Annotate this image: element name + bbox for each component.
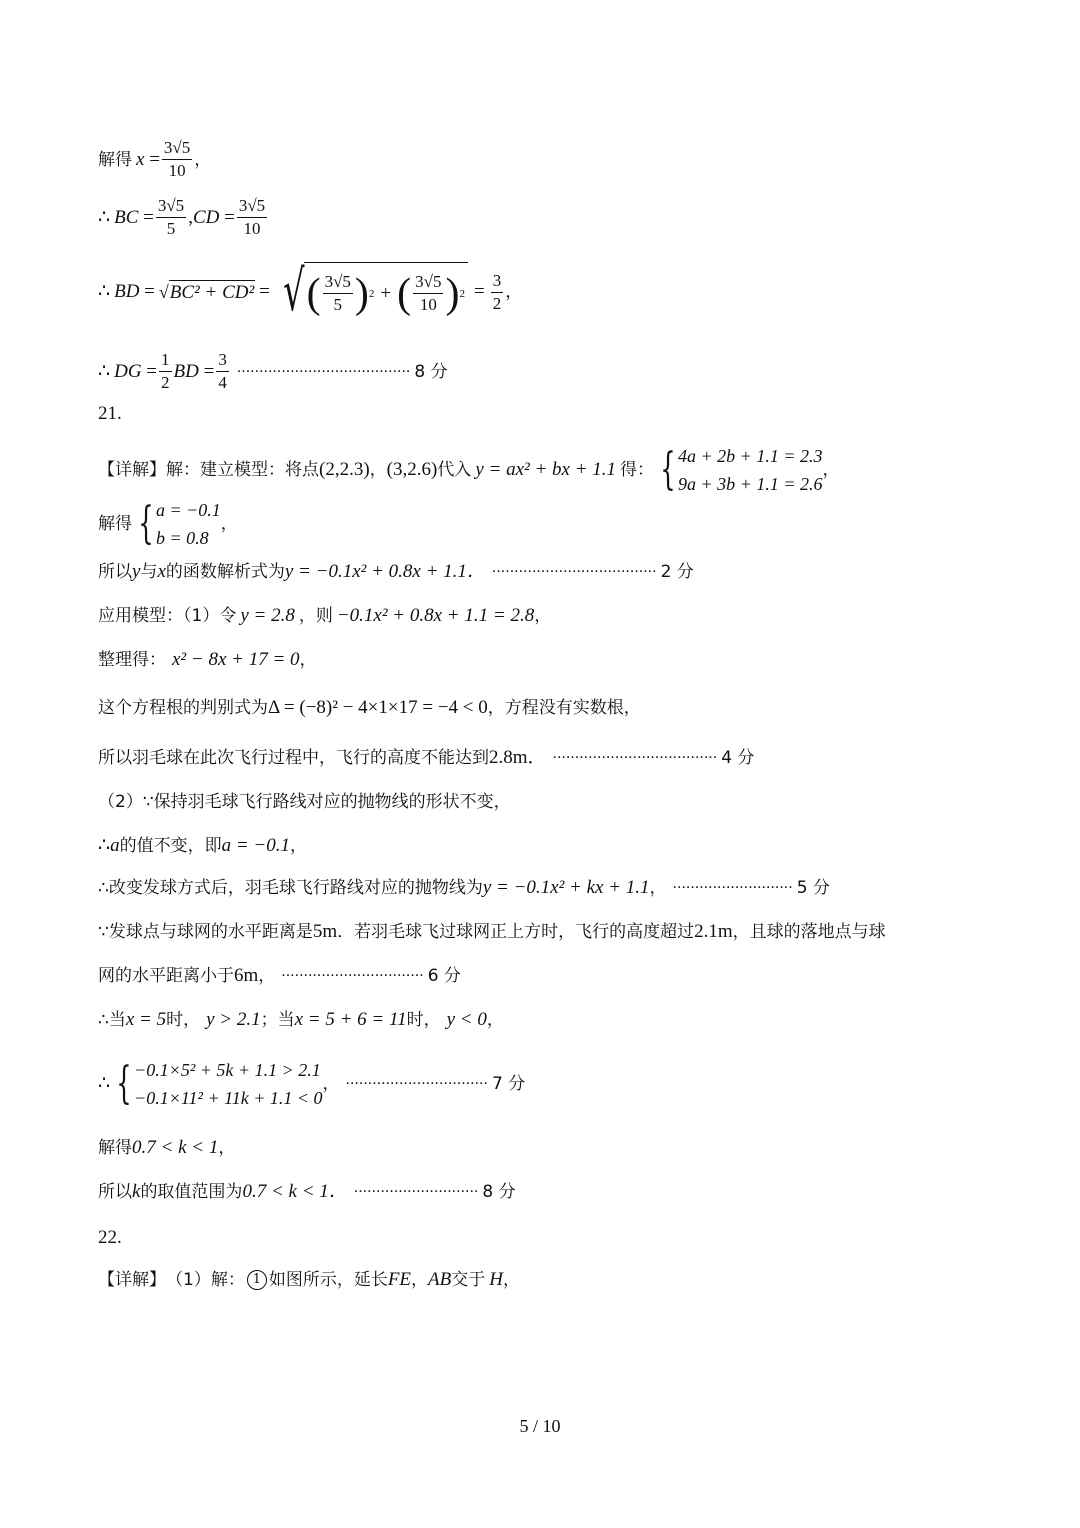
discriminant-line: 这个方程根的判别式为 Δ = (−8)² − 4×1×17 = −4 < 0 ，方程没有实数根， bbox=[98, 697, 641, 718]
sqrt-expression: √ BC² + CD² bbox=[158, 281, 255, 303]
model-line: 【详解】 解：建立模型：将点 (2,2.3) ， (3,2.6) 代入 y = ax² + bx + 1.1 得： { 4a + 2b + 1.1 = 2.3 9a + 3b + 1.1 = 2.6 ， bbox=[98, 446, 839, 494]
bd-label: BD bbox=[114, 281, 140, 302]
text: 解得 bbox=[98, 149, 132, 170]
inequality-system: { −0.1×5² + 5k + 1.1 > 2.1 −0.1×11² + 11k + 1.1 < 0 bbox=[116, 1058, 323, 1109]
inequality-system-line: ∴ { −0.1×5² + 5k + 1.1 > 2.1 −0.1×11² + 11k + 1.1 < 0 ， ································ 7 分 bbox=[98, 1056, 525, 1112]
part-2-line: （2）∵保持羽毛球飞行路线对应的抛物线的形状不变， bbox=[98, 792, 511, 812]
therefore-sign: ∴ bbox=[98, 206, 111, 228]
score-label: 8 分 bbox=[414, 361, 448, 382]
apply-model-line: 应用模型：（1）令 y = 2.8 ，则 −0.1x² + 0.8x + 1.1 = 2.8 ， bbox=[98, 605, 552, 626]
landing-distance-line: 网的水平距离小于 6m ， ································ 6 分 bbox=[98, 965, 461, 986]
score-label: 2 分 bbox=[660, 562, 694, 582]
big-sqrt: √ ( $\frac{3√5}{5}$ ) 2 + ( $\frac{3√5}{10}$ ) 2 bbox=[276, 262, 468, 322]
score-label: 7 分 bbox=[491, 1074, 526, 1094]
score-label: 5 分 bbox=[796, 878, 830, 898]
discriminant-equation: Δ = (−8)² − 4×1×17 = −4 < 0 bbox=[268, 697, 488, 718]
page-number: 5 / 10 bbox=[519, 1416, 561, 1436]
text: ， bbox=[194, 149, 212, 170]
conclusion-height-line: 所以羽毛球在此次飞行过程中，飞行的高度不能达到 2.8m． ····································· 4 分 bbox=[98, 747, 755, 768]
therefore-sign: ∴ bbox=[98, 360, 111, 382]
question-number-21: 21. bbox=[98, 403, 122, 424]
detail-tag: 【详解】 bbox=[98, 1270, 166, 1290]
condition-line: ∴当 x = 5 时， y > 2.1 ；当 x = 5 + 6 = 11 时， y < 0 ， bbox=[98, 1009, 504, 1030]
dg-label: DG bbox=[114, 360, 142, 382]
detail-tag: 【详解】 bbox=[98, 460, 166, 480]
k-solution-line: 解得 0.7 < k < 1 ， bbox=[98, 1137, 236, 1158]
fraction: $\frac{3√5}{5}$ bbox=[157, 196, 185, 238]
dg-line: ∴ DG = $\frac{1}{2}$ BD = $\frac{3}{4}$ ······································· 8 分 bbox=[98, 350, 448, 392]
function-equation: y = −0.1x² + 0.8x + 1.1． bbox=[284, 561, 486, 582]
a-unchanged-line: ∴ a 的值不变，即 a = −0.1 ， bbox=[98, 835, 307, 856]
q22-detail-line: 【详解】 （1）解： 1 如图所示，延长 FE ， AB 交于 H ， bbox=[98, 1269, 520, 1290]
leader-dots: ······································· bbox=[236, 363, 411, 380]
solution-system: { a = −0.1 b = 0.8 bbox=[138, 498, 221, 549]
model-equation: y = ax² + bx + 1.1 bbox=[475, 459, 617, 480]
net-distance-line: ∵发球点与球网的水平距离是 5m ．若羽毛球飞过球网正上方时，飞行的高度超过 2.1m ，且球的落地点与球 bbox=[98, 921, 886, 942]
bc-cd-line: ∴ BC = $\frac{3√5}{5}$ ,CD = $\frac{3√5}{10}$ bbox=[98, 196, 266, 238]
solution-line-x: 解得 x = $\frac{3√5}{10}$ ， bbox=[98, 138, 212, 180]
fraction: $\frac{3}{2}$ bbox=[492, 270, 502, 313]
text: ， bbox=[505, 282, 523, 302]
function-expression-line: 所以 y 与 x 的函数解析式为 y = −0.1x² + 0.8x + 1.1． ····································· 2 分 bbox=[98, 561, 694, 582]
equation-system: { 4a + 2b + 1.1 = 2.3 9a + 3b + 1.1 = 2.6 bbox=[660, 444, 823, 495]
score-label: 6 分 bbox=[427, 966, 461, 986]
var-x: x bbox=[136, 148, 145, 170]
bc-label: BC bbox=[114, 206, 139, 228]
k-range-line: 所以 k 的取值范围为 0.7 < k < 1． ···························· 8 分 bbox=[98, 1181, 516, 1202]
text: 解：建立模型：将点 bbox=[166, 460, 319, 480]
score-label: 4 分 bbox=[721, 748, 755, 768]
therefore-sign: ∴ bbox=[98, 281, 111, 302]
new-parabola-line: ∴改变发球方式后，羽毛球飞行路线对应的抛物线为 y = −0.1x² + kx + 1.1 ， ··························· 5 分 bbox=[98, 877, 830, 898]
fraction: $\frac{3√5}{10}$ bbox=[163, 138, 191, 180]
fraction: $\frac{3√5}{10}$ bbox=[238, 196, 266, 238]
circled-number: 1 bbox=[247, 1270, 267, 1290]
score-label: 8 分 bbox=[482, 1182, 516, 1202]
solve-ab-line: 解得 { a = −0.1 b = 0.8 ， bbox=[98, 496, 238, 552]
question-number-22: 22. bbox=[98, 1227, 122, 1248]
simplify-line: 整理得： x² − 8x + 17 = 0 ， bbox=[98, 649, 317, 670]
cd-label: CD bbox=[192, 206, 220, 228]
point-2: (3,2.6) bbox=[386, 459, 438, 480]
point-1: (2,2.3) bbox=[319, 459, 370, 480]
bd-line: ∴ BD = √ BC² + CD² = √ ( $\frac{3√5}{5}$ ) 2 + ( $\frac{3√5}{10}$ ) 2 = $\frac{3}{2}$ ， bbox=[98, 259, 523, 324]
